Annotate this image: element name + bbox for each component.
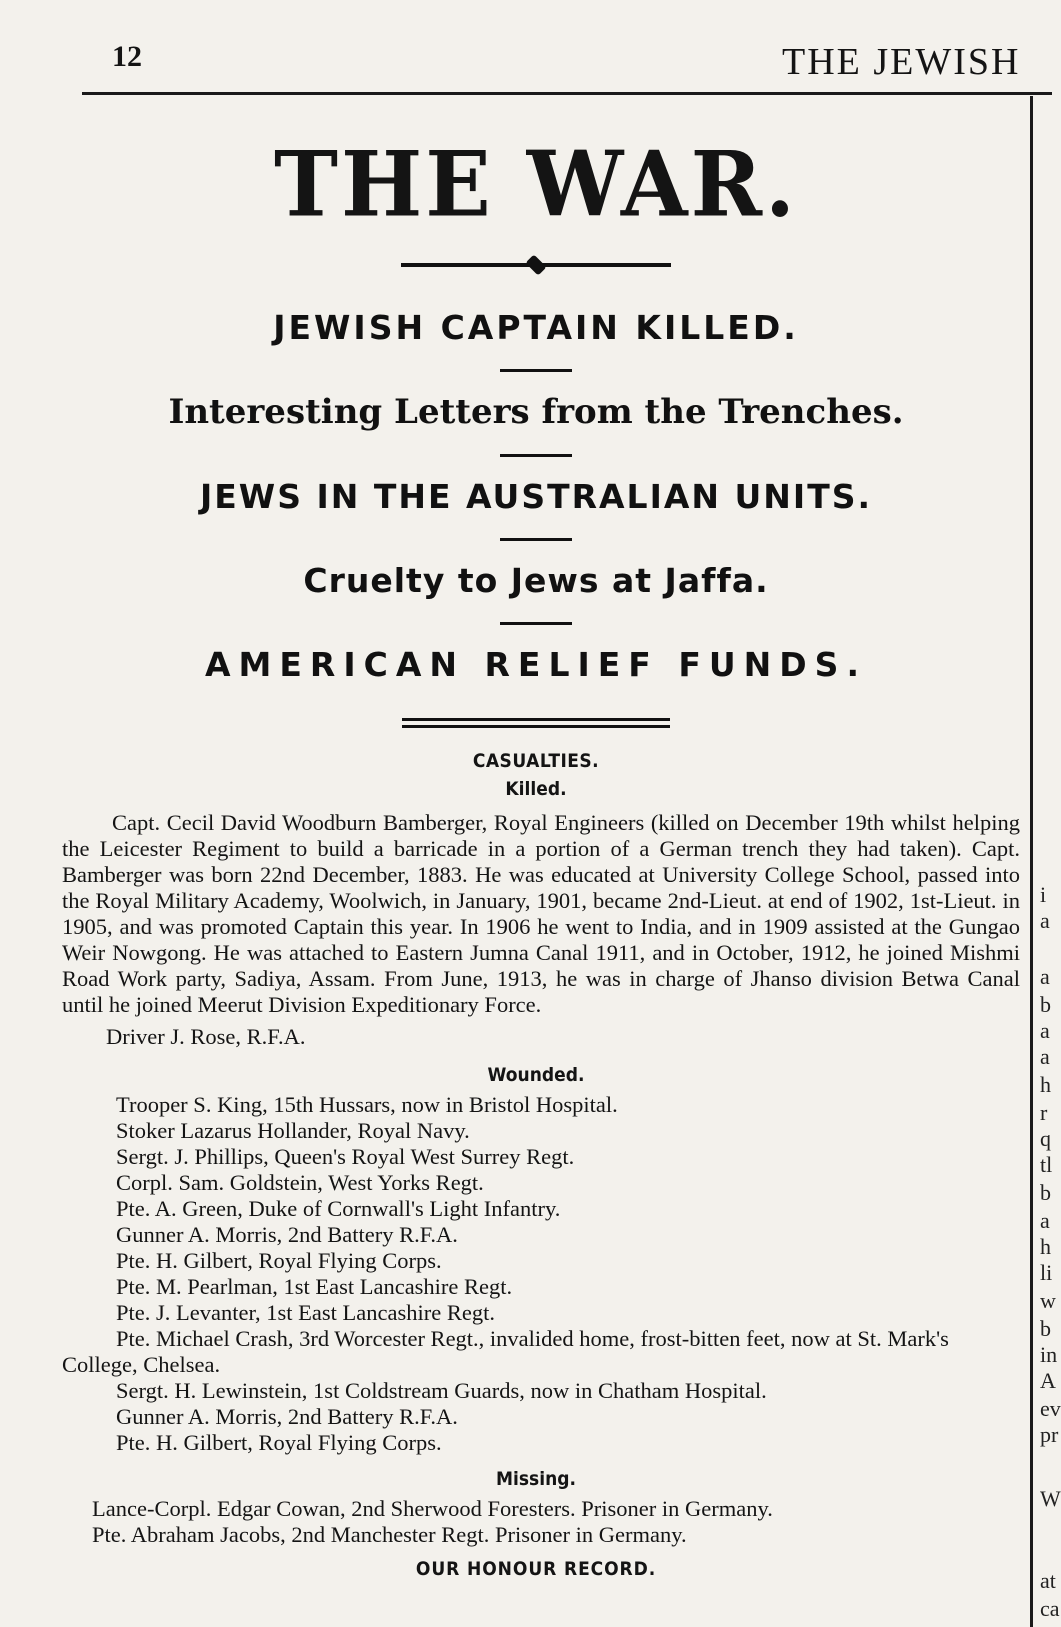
list-item: Pte. J. Levanter, 1st East Lancashire Regt.	[116, 1300, 495, 1325]
wounded-list	[62, 1092, 1022, 1456]
adjacent-fragment: b	[1040, 1180, 1051, 1205]
adjacent-fragment: a	[1040, 964, 1050, 989]
adjacent-fragment: a	[1040, 1044, 1050, 1069]
list-item: Pte. H. Gilbert, Royal Flying Corps.	[116, 1430, 442, 1455]
list-item: Stoker Lazarus Hollander, Royal Navy.	[116, 1118, 470, 1143]
adjacent-fragment: a	[1040, 1018, 1050, 1043]
adjacent-fragment: h	[1040, 1072, 1051, 1097]
adjacent-fragment: r	[1040, 1100, 1048, 1125]
list-item: Pte. Michael Crash, 3rd Worcester Regt., invalided home, frost-bitten feet, now at St. Mark's College, Chelsea.	[62, 1326, 949, 1377]
killed-list	[50, 1024, 1022, 1050]
killed-heading: Killed.	[505, 778, 567, 800]
adjacent-fragment: i	[1040, 882, 1047, 907]
adjacent-fragment: ca	[1040, 1596, 1060, 1621]
masthead: THE JEWISH	[782, 41, 1021, 83]
list-item: Pte. H. Gilbert, Royal Flying Corps.	[116, 1248, 442, 1273]
missing-heading: Missing.	[495, 1468, 577, 1490]
honour-record-heading: OUR HONOUR RECORD.	[415, 1558, 657, 1580]
list-item: Gunner A. Morris, 2nd Battery R.F.A.	[116, 1222, 458, 1247]
list-item: Corpl. Sam. Goldstein, West Yorks Regt.	[116, 1170, 484, 1195]
subhead-2: Interesting Letters from the Trenches.	[168, 392, 904, 432]
list-item: Lance-Corpl. Edgar Cowan, 2nd Sherwood Foresters. Prisoner in Germany.	[92, 1496, 773, 1521]
adjacent-fragment: b	[1040, 1316, 1051, 1341]
adjacent-fragment: pr	[1040, 1422, 1059, 1447]
short-rule	[500, 622, 572, 625]
list-item: Driver J. Rose, R.F.A.	[106, 1024, 306, 1049]
page-number: 12	[112, 40, 142, 73]
list-item: Pte. M. Pearlman, 1st East Lancashire Regt.	[116, 1274, 513, 1299]
adjacent-fragment: tl	[1040, 1152, 1053, 1177]
subhead-5: AMERICAN RELIEF FUNDS.	[205, 645, 867, 684]
adjacent-fragment: w	[1040, 1288, 1056, 1313]
adjacent-fragment: b	[1040, 992, 1051, 1017]
top-rule	[82, 92, 1052, 95]
adjacent-fragment: in	[1040, 1342, 1058, 1367]
missing-list	[62, 1496, 1022, 1548]
adjacent-fragment: h	[1040, 1234, 1051, 1259]
killed-paragraph: Capt. Cecil David Woodburn Bamberger, Royal Engineers (killed on December 19th whilst helping the Leicester Regiment to build a barricade in a portion of a German trench they had taken). Capt. Bamberger was born 22nd December, 1883. He was educated at University College School, passed into the Royal Military Academy, Woolwich, in January, 1901, became 2nd-Lieut. at end of 1902, 1st-Lieut. in 1905, and was promoted Captain this year. In 1906 he went to India, and in 1909 assisted at the Gungao Weir Nowgong. He was attached to Eastern Jumna Canal 1911, and in October, 1912, he joined Mishmi Road Work party, Sadiya, Assam. From June, 1913, he was in charge of Jhanso division Betwa Canal until he joined Meerut Division Expeditionary Force.	[62, 810, 1020, 1017]
short-rule	[500, 538, 572, 541]
column-rule	[1030, 96, 1033, 1627]
subhead-4: Cruelty to Jews at Jaffa.	[303, 561, 769, 600]
double-rule	[402, 718, 670, 728]
adjacent-fragment: W	[1040, 1486, 1061, 1511]
list-item: Pte. Abraham Jacobs, 2nd Manchester Regt. Prisoner in Germany.	[92, 1522, 687, 1547]
subhead-1: JEWISH CAPTAIN KILLED.	[273, 308, 799, 347]
adjacent-fragment: li	[1040, 1260, 1053, 1285]
main-column	[50, 96, 1022, 1580]
short-rule	[500, 454, 572, 457]
list-item: Trooper S. King, 15th Hussars, now in Bristol Hospital.	[116, 1092, 618, 1117]
adjacent-fragment: a	[1040, 908, 1050, 933]
adjacent-fragment: ev	[1040, 1396, 1061, 1421]
adjacent-fragment: a	[1040, 1208, 1050, 1233]
ornament-rule	[401, 258, 671, 272]
subhead-3: JEWS IN THE AUSTRALIAN UNITS.	[199, 477, 873, 516]
wounded-heading: Wounded.	[487, 1064, 585, 1086]
list-item: Sergt. J. Phillips, Queen's Royal West Surrey Regt.	[116, 1144, 575, 1169]
short-rule	[500, 369, 572, 372]
list-item: Pte. A. Green, Duke of Cornwall's Light Infantry.	[116, 1196, 561, 1221]
list-item: Sergt. H. Lewinstein, 1st Coldstream Guards, now in Chatham Hospital.	[116, 1378, 767, 1403]
headline: THE WAR.	[274, 131, 798, 238]
list-item: Gunner A. Morris, 2nd Battery R.F.A.	[116, 1404, 458, 1429]
adjacent-fragment: q	[1040, 1126, 1051, 1151]
casualties-heading: CASUALTIES.	[472, 750, 600, 772]
adjacent-fragment: A	[1040, 1368, 1056, 1393]
adjacent-fragment: at	[1040, 1568, 1056, 1593]
